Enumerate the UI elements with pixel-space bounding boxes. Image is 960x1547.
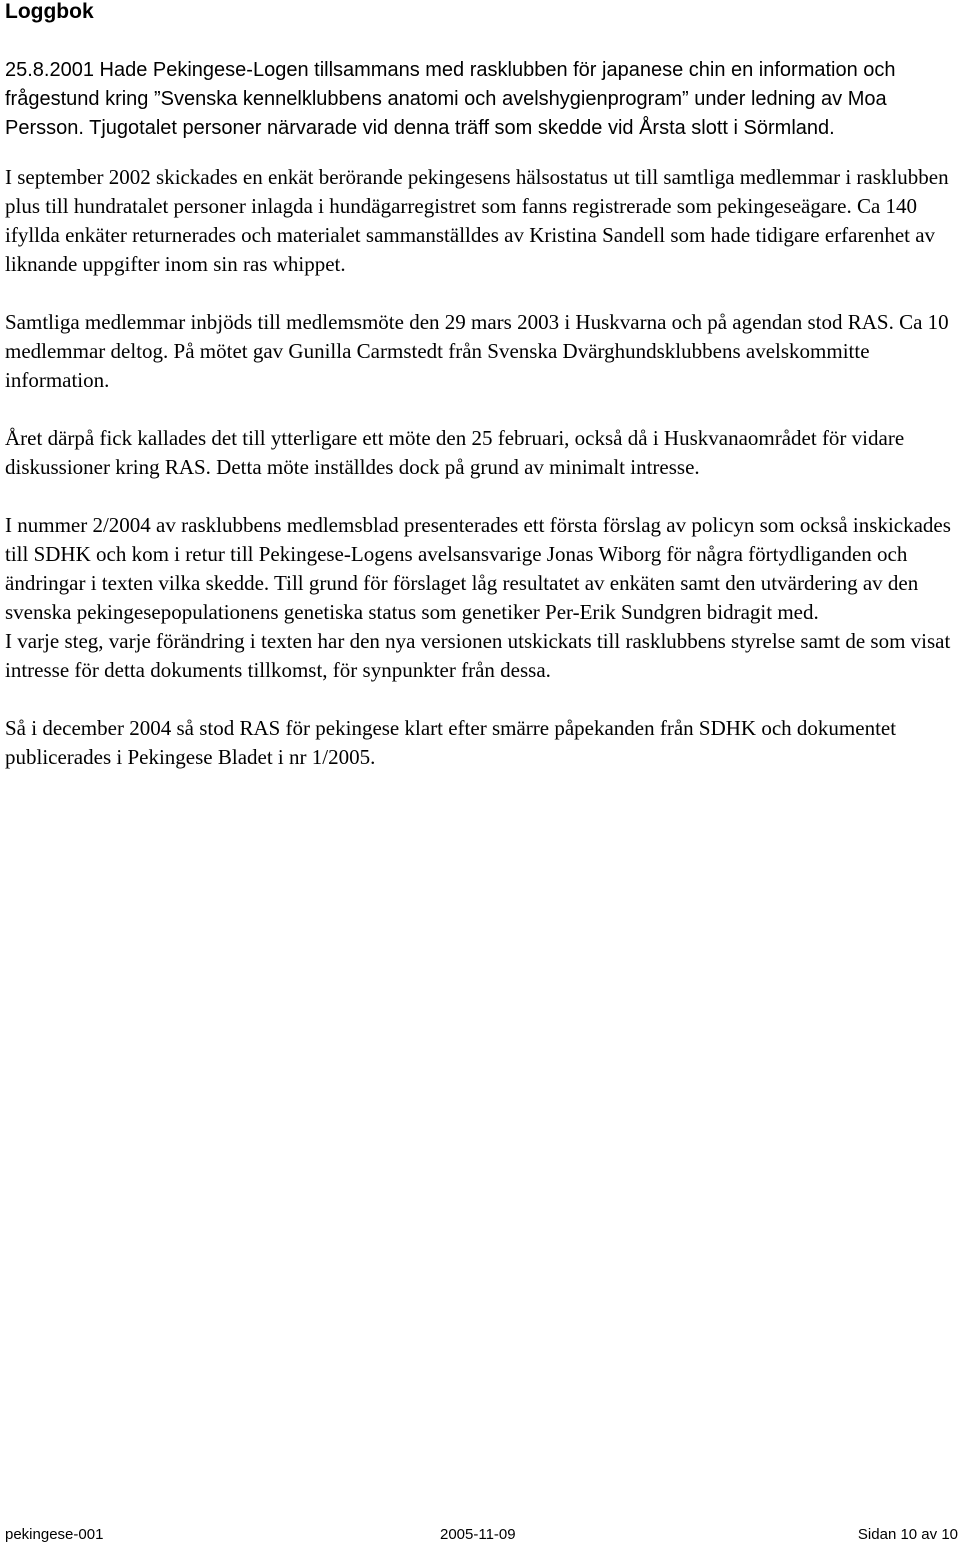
page-footer — [5, 1525, 960, 1545]
paragraph-policy-draft-2004: I nummer 2/2004 av rasklubbens medlemsblad presenterades ett första förslag av policyn som också inskickades till SDHK och kom i retur till Pekingese-Logens avelsansvarige Jonas Wiborg för några förtydliganden och ändringar i texten vilka skedde. Till grund för förslaget låg resultatet av enkäten samt den utvärdering av den svenska pekingesepopulationens genetiska status som genetiker Per-Erik Sundgren bidragit med. — [5, 513, 951, 624]
footer-date: 2005-11-09 — [440, 1526, 516, 1543]
paragraph-publication-2005: Så i december 2004 så stod RAS för pekingese klart efter smärre påpekanden från SDHK och dokumentet publicerades i Pekingese Bladet i nr 1/2005. — [5, 716, 897, 769]
paragraph-survey-2002: I september 2002 skickades en enkät berörande pekingesens hälsostatus ut till samtliga medlemmar i rasklubben plus till hundratalet personer inlagda i hundägarregistret som fanns registrerade som pekingeseägare. Ca 140 ifyllda enkäter returnerades och materialet sammanställdes av Kristina Sandell som hade tidigare erfarenhet av liknande uppgifter inom sin ras whippet. — [5, 165, 949, 276]
paragraph-logentry-2001: 25.8.2001 Hade Pekingese-Logen tillsammans med rasklubben för japanese chin en information och frågestund kring ”Svenska kennelklubbens anatomi och avelshygienprogram” under ledning av Moa Persson. Tjugotalet personer närvarade vid denna träff som skedde vid Årsta slott i Sörmland. — [5, 59, 896, 139]
footer-document-id: pekingese-001 — [5, 1526, 104, 1543]
footer-page-number: Sidan 10 av 10 — [857, 1526, 958, 1543]
paragraph-meeting-cancelled: Året därpå fick kallades det till ytterligare ett möte den 25 februari, också då i Huskvanaområdet för vidare diskussioner kring RAS. Detta möte inställdes dock på grund av minimalt intresse. — [5, 426, 905, 479]
paragraph-meeting-2003: Samtliga medlemmar inbjöds till medlemsmöte den 29 mars 2003 i Huskvarna och på agendan stod RAS. Ca 10 medlemmar deltog. På mötet gav Gunilla Carmstedt från Svenska Dvärghundsklubbens avelskommitte information. — [5, 310, 949, 392]
document-body — [5, 56, 956, 772]
page-title: Loggbok — [5, 0, 94, 23]
paragraph-review-process: I varje steg, varje förändring i texten har den nya versionen utskickats till rasklubbens styrelse samt de som visat intresse för detta dokuments tillkomst, för synpunkter från dessa. — [5, 629, 951, 682]
